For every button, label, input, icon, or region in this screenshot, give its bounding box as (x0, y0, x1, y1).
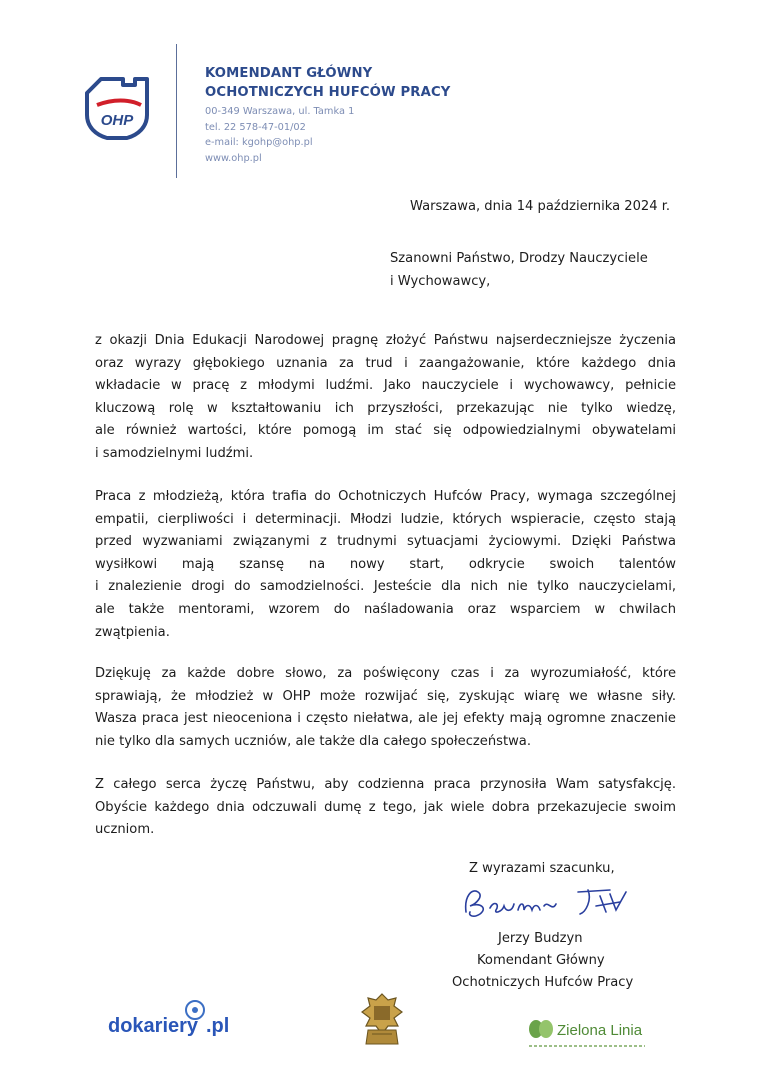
paragraph-1 (95, 330, 676, 466)
dokariery-logo (108, 998, 234, 1038)
paragraph-line: Dziękuję za każde dobre słowo, za poświęcony czas i za wyrozumiałość, które (95, 666, 676, 681)
ohp-logo-text: OHP (100, 112, 134, 129)
zielona-linia-logo (527, 1018, 667, 1052)
ohp-logo (83, 75, 153, 141)
salutation-line2: i Wychowawcy, (390, 274, 491, 289)
paragraph-line: Wasza praca jest nieoceniona i często niełatwa, ale jej efekty mają ogromne znaczenie (95, 711, 676, 727)
paragraph-4 (95, 774, 676, 842)
paragraph-line: i znalezienie drogi do samodzielności. Jesteście dla nich nie tylko nauczycielami, (95, 579, 676, 595)
phone: tel. 22 578-47-01/02 (205, 122, 306, 133)
closing: Z wyrazami szacunku, (469, 861, 615, 876)
header-divider (176, 44, 177, 178)
paragraph-line: Z całego serca życzę Państwu, aby codzienna praca przynosiła Wam satysfakcję. (95, 777, 676, 792)
dokariery-suffix: .pl (206, 1015, 230, 1037)
paragraph-line: empatii, cierpliwości i determinacji. Młodzi ludzie, których wspieracie, często stają (95, 511, 676, 527)
paragraph-line: nie tylko dla samych uczniów, ale także dla całego społeczeństwa. (95, 733, 531, 749)
paragraph-3 (95, 663, 676, 753)
paragraph-line: wysiłkowi mają szansę na nowy start, odkrycie swoich talentów (95, 556, 676, 572)
paragraph-line: Praca z młodzieżą, która trafia do Ochotniczych Hufców Pracy, wymaga szczególnej (95, 489, 676, 504)
paragraph-line: ale także mentorami, wzorem do naśladowania oraz wsparciem w chwilach (95, 601, 676, 617)
signer-name: Jerzy Budzyn (498, 931, 583, 946)
signer-title-2: Ochotniczych Hufców Pracy (452, 975, 634, 990)
paragraph-line: i samodzielnymi ludźmi. (95, 445, 254, 461)
handwritten-signature (460, 882, 632, 922)
address: 00-349 Warszawa, ul. Tamka 1 (205, 106, 355, 117)
email: e-mail: kgohp@ohp.pl (205, 137, 313, 148)
paragraph-line: z okazji Dnia Edukacji Narodowej pragnę złożyć Państwu najserdeczniejsze życzenia (95, 333, 676, 348)
paragraph-2 (95, 486, 676, 644)
paragraph-line: oraz wyrazy głębokiego uznania za trud i zaangażowanie, które każdego dnia (95, 355, 676, 371)
zielona-linia-text: Zielona Linia (557, 1022, 643, 1039)
ohp-emblem-icon (358, 990, 406, 1050)
paragraph-line: wkładacie w pracę z młodymi ludźmi. Jako nauczyciele i wychowawcy, pełnicie (95, 378, 676, 394)
signer-title-1: Komendant Główny (477, 953, 605, 968)
website: www.ohp.pl (205, 153, 262, 164)
paragraph-line: uczniom. (95, 822, 155, 838)
paragraph-line: ale również wartości, które pomogą im stać się odpowiedzialnymi obywatelami (95, 423, 676, 439)
paragraph-line: sprawiają, że młodzież w OHP może rozwijać się, zyskując wiarę we własne siły. (95, 688, 676, 704)
paragraph-line: kluczową rolę w kształtowaniu ich przyszłości, przekazując nie tylko wiedzę, (95, 400, 676, 416)
place-date: Warszawa, dnia 14 października 2024 r. (410, 199, 671, 214)
org-name-line1: KOMENDANT GŁÓWNY (205, 66, 373, 81)
paragraph-line: zwątpienia. (95, 624, 170, 640)
org-name-line2: OCHOTNICZYCH HUFCÓW PRACY (205, 85, 451, 100)
paragraph-line: przed wyzwaniami związanymi z trudnymi sytuacjami życiowymi. Dzięki Państwa (95, 534, 676, 550)
dokariery-text: dokariery (108, 1015, 199, 1037)
salutation-line1: Szanowni Państwo, Drodzy Nauczyciele (390, 251, 648, 266)
paragraph-line: Obyście każdego dnia odczuwali dumę z tego, jak wiele dobra przekazujecie swoim (95, 799, 676, 815)
